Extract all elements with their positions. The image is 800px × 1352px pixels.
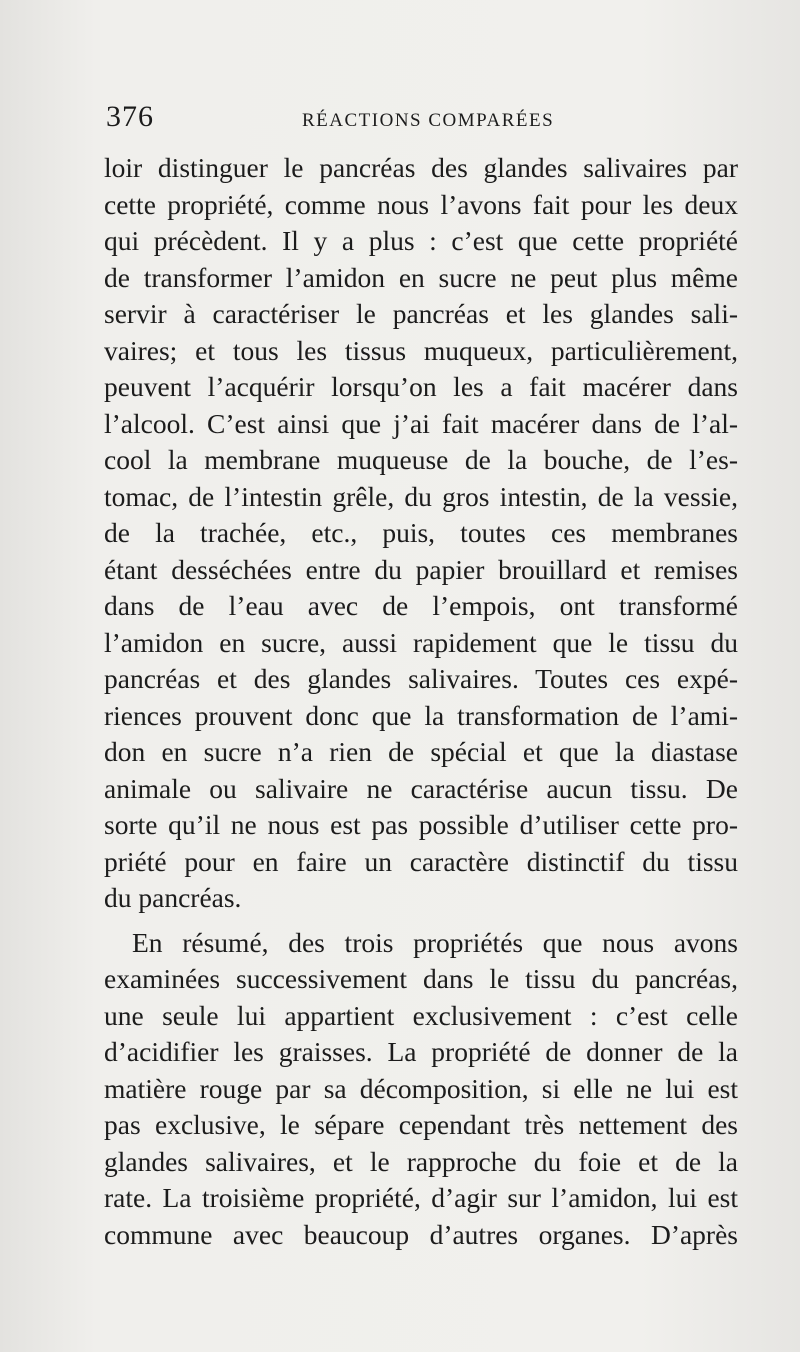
text-line: commune avec beaucoup d’autres organes. D’après xyxy=(104,1218,738,1250)
running-head: RÉACTIONS COMPARÉES xyxy=(302,110,555,131)
text-line: priété pour en faire un caractère distinctif du tissu xyxy=(104,845,738,877)
text-line: dans de l’eau avec de l’empois, ont transformé xyxy=(104,590,738,621)
paragraph-2 xyxy=(104,925,738,1254)
text-line: rate. La troisième propriété, d’agir sur l’amidon, lui est xyxy=(104,1182,738,1213)
text-line: servir à caractériser le pancréas et les glandes sali- xyxy=(104,298,738,329)
text-line: animale ou salivaire ne caractérise aucun tissu. De xyxy=(104,772,738,804)
text-line: examinées successivement dans le tissu du pancréas, xyxy=(104,963,738,994)
text-line: vaires; et tous les tissus muqueux, particulièrement, xyxy=(104,334,738,366)
text-line: tomac, de l’intestin grêle, du gros intestin, de la vessie, xyxy=(104,480,738,512)
page-number: 376 xyxy=(106,100,154,133)
text-line: l’amidon en sucre, aussi rapidement que le tissu du xyxy=(104,626,738,658)
page-header xyxy=(106,100,736,140)
text-line: pas exclusive, le sépare cependant très nettement des xyxy=(104,1109,738,1140)
paragraph-gap xyxy=(104,917,738,925)
text-line: de transformer l’amidon en sucre ne peut plus même xyxy=(104,261,738,293)
text-line: une seule lui appartient exclusivement : c’est celle xyxy=(104,999,738,1031)
text-line: d’acidifier les graisses. La propriété de donner de la xyxy=(104,1036,738,1067)
text-line: de la trachée, etc., puis, toutes ces membranes xyxy=(104,517,738,548)
text-line: glandes salivaires, et le rapproche du foie et de la xyxy=(104,1145,738,1177)
text-line: riences prouvent donc que la transformation de l’ami- xyxy=(104,699,738,731)
text-line: l’alcool. C’est ainsi que j’ai fait macérer dans de l’al- xyxy=(104,407,738,439)
text-line: sorte qu’il ne nous est pas possible d’utiliser cette pro- xyxy=(104,809,738,840)
text-line: du pancréas. xyxy=(104,882,242,913)
text-line: loir distinguer le pancréas des glandes salivaires par xyxy=(104,152,738,183)
text-line: don en sucre n’a rien de spécial et que la diastase xyxy=(104,736,738,767)
body-text xyxy=(104,150,738,1253)
text-line: cool la membrane muqueuse de la bouche, de l’es- xyxy=(104,444,738,475)
text-line: cette propriété, comme nous l’avons fait pour les deux xyxy=(104,188,738,220)
text-line: pancréas et des glandes salivaires. Toutes ces expé- xyxy=(104,663,738,694)
text-line: peuvent l’acquérir lorsqu’on les a fait macérer dans xyxy=(104,371,738,402)
text-line: En résumé, des trois propriétés que nous avons xyxy=(132,926,738,958)
text-line: matière rouge par sa décomposition, si elle ne lui est xyxy=(104,1072,738,1104)
text-line: étant desséchées entre du papier brouillard et remises xyxy=(104,553,738,585)
text-line: qui précèdent. Il y a plus : c’est que cette propriété xyxy=(104,225,738,256)
paragraph-1 xyxy=(104,150,738,917)
